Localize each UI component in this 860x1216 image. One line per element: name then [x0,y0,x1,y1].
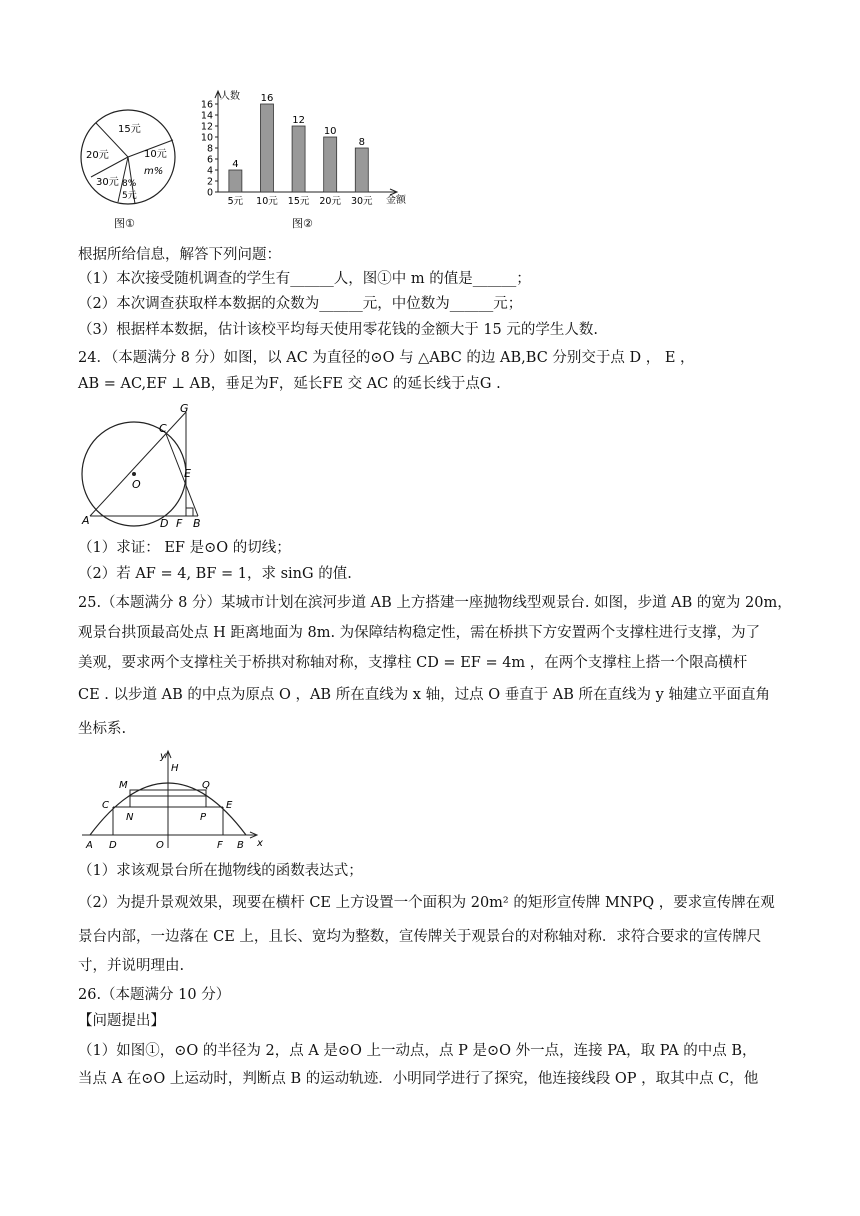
pie-label-10: 10元 [144,149,167,160]
q23-part1: （1）本次接受随机调查的学生有______人，图①中 m 的值是______； [78,271,531,287]
label-q: Q [202,780,210,791]
y-tick-label: 14 [200,110,213,122]
label-m: M [119,780,128,791]
y-axis-label: 人数 [220,91,240,102]
q25-part2-line1: （2）为提升景观效果，现要在横杆 CE 上方设置一个面积为 20m² 的矩形宣传牌 MNPQ ，要求宣传牌在观 [78,895,775,911]
label-e: E [184,467,191,480]
label-a: A [86,840,93,851]
q24-circle-figure [80,402,210,530]
pie-label-5: 5元 [122,191,137,201]
x-tick-label: 5元 [227,196,244,207]
label-e: E [226,800,233,811]
bar-value-label: 8 [358,137,365,148]
bar-value-label: 4 [232,159,239,170]
x-axis-label: 金额 [386,195,406,206]
q25-part2-line3: 寸，并说明理由. [78,958,185,974]
y-tick-label: 2 [206,176,213,188]
bar-value-label: 12 [292,115,305,126]
pie-chart-figure [78,92,188,232]
label-g: G [180,402,189,415]
label-b: B [193,517,201,530]
q23-intro: 根据所给信息，解答下列问题： [78,247,281,263]
label-y: y [160,751,166,762]
q25-part1: （1）求该观景台所在抛物线的函数表达式； [78,863,363,879]
y-tick-label: 6 [206,154,213,166]
q23-part3: （3）根据样本数据，估计该校平均每天使用零花钱的金额大于 15 元的学生人数. [78,322,599,338]
bar-value-label: 10 [323,126,337,137]
label-b: B [237,840,244,851]
bar-value-label: 16 [260,93,274,104]
q23-part2: （2）本次调查获取样本数据的众数为______元，中位数为______元； [78,296,523,312]
bar-chart-marks [228,93,373,207]
segment-ag [90,412,186,516]
q25-line1: 25.（本题满分 8 分）某城市计划在滨河步道 AB 上方搭建一座抛物线型观景台. 如图，步道 AB 的宽为 20m， [78,595,792,611]
x-tick-label: 20元 [319,196,341,207]
x-tick-label: 30元 [350,196,373,207]
y-tick-label: 10 [200,132,213,144]
label-o: O [156,840,164,851]
label-x: x [257,838,263,849]
q25-parabola-figure [80,748,270,854]
y-tick-label: 4 [206,165,213,177]
label-o: O [132,478,141,491]
bar-3 [324,137,337,192]
q26-line1: （1）如图①，⊙O 的半径为 2，点 A 是⊙O 上一动点，点 P 是⊙O 外一点，连接 PA，取 PA 的中点 B， [78,1043,757,1059]
label-h: H [171,763,179,774]
x-tick-label: 15元 [287,196,310,207]
q24-line2: AB = AC,EF ⊥ AB，垂足为F，延长FE 交 AC 的延长线于点G . [78,376,501,392]
right-angle-mark [186,508,193,516]
y-tick-label: 8 [206,143,213,155]
q25-line5: 坐标系. [78,721,127,737]
pie-label-15: 15元 [118,124,141,135]
pie-label-8pct: 8% [122,179,137,189]
pie-label-30: 30元 [96,177,119,188]
y-tick-label: 16 [200,99,213,111]
bar-4 [355,148,368,192]
bar-chart-figure [196,86,416,232]
y-tick-label: 12 [200,121,213,133]
q26-line2: 当点 A 在⊙O 上运动时，判断点 B 的运动轨迹．小明同学进行了探究，他连接线段 OP ，取其中点 C，他 [78,1071,759,1087]
pie-label-20: 20元 [86,150,109,161]
bar-2 [292,126,305,192]
label-p: P [200,812,207,823]
q25-line2: 观景台拱顶最高处点 H 距离地面为 8m. 为保障结构稳定性，需在桥拱下方安置两个支撑柱进行支撑，为了 [78,625,761,641]
label-a: A [82,514,90,527]
label-c: C [102,800,109,811]
bar-1 [260,104,273,192]
label-c: C [159,422,167,435]
q24-line1: 24．（本题满分 8 分）如图，以 AC 为直径的⊙O 与 △ABC 的边 AB,BC 分别交于点 D ， E ， [78,350,695,366]
x-tick-label: 10元 [256,196,278,207]
y-tick-label: 0 [206,187,213,199]
label-d: D [160,517,169,530]
segment-cb [166,434,198,516]
label-f: F [176,517,183,530]
q25-part2-line2: 景台内部，一边落在 CE 上，且长、宽均为整数，宣传牌关于观景台的对称轴对称．求符合要求的宣传牌尺 [78,929,762,945]
q24-part2: （2）若 AF = 4, BF = 1，求 sinG 的值. [78,566,352,582]
q26-section-heading: 【问题提出】 [78,1013,165,1029]
q24-part1: （1）求证： EF 是⊙O 的切线； [78,540,291,556]
q25-line3: 美观，要求两个支撑柱关于桥拱对称轴对称，支撑柱 CD = EF = 4m ，在两个支撑柱上搭一个限高横杆 [78,655,748,671]
label-f: F [217,840,223,851]
q25-line4: CE . 以步道 AB 的中点为原点 O ，AB 所在直线为 x 轴，过点 O 垂直于 AB 所在直线为 y 轴建立平面直角 [78,687,770,703]
label-n: N [126,812,134,823]
fig1-caption: 图① [114,217,135,230]
bar-0 [229,170,242,192]
center-point [132,472,136,476]
pie-label-m: m% [144,166,164,177]
q26-title: 26.（本题满分 10 分） [78,987,231,1003]
label-d: D [109,840,117,851]
fig2-caption: 图② [292,217,313,230]
